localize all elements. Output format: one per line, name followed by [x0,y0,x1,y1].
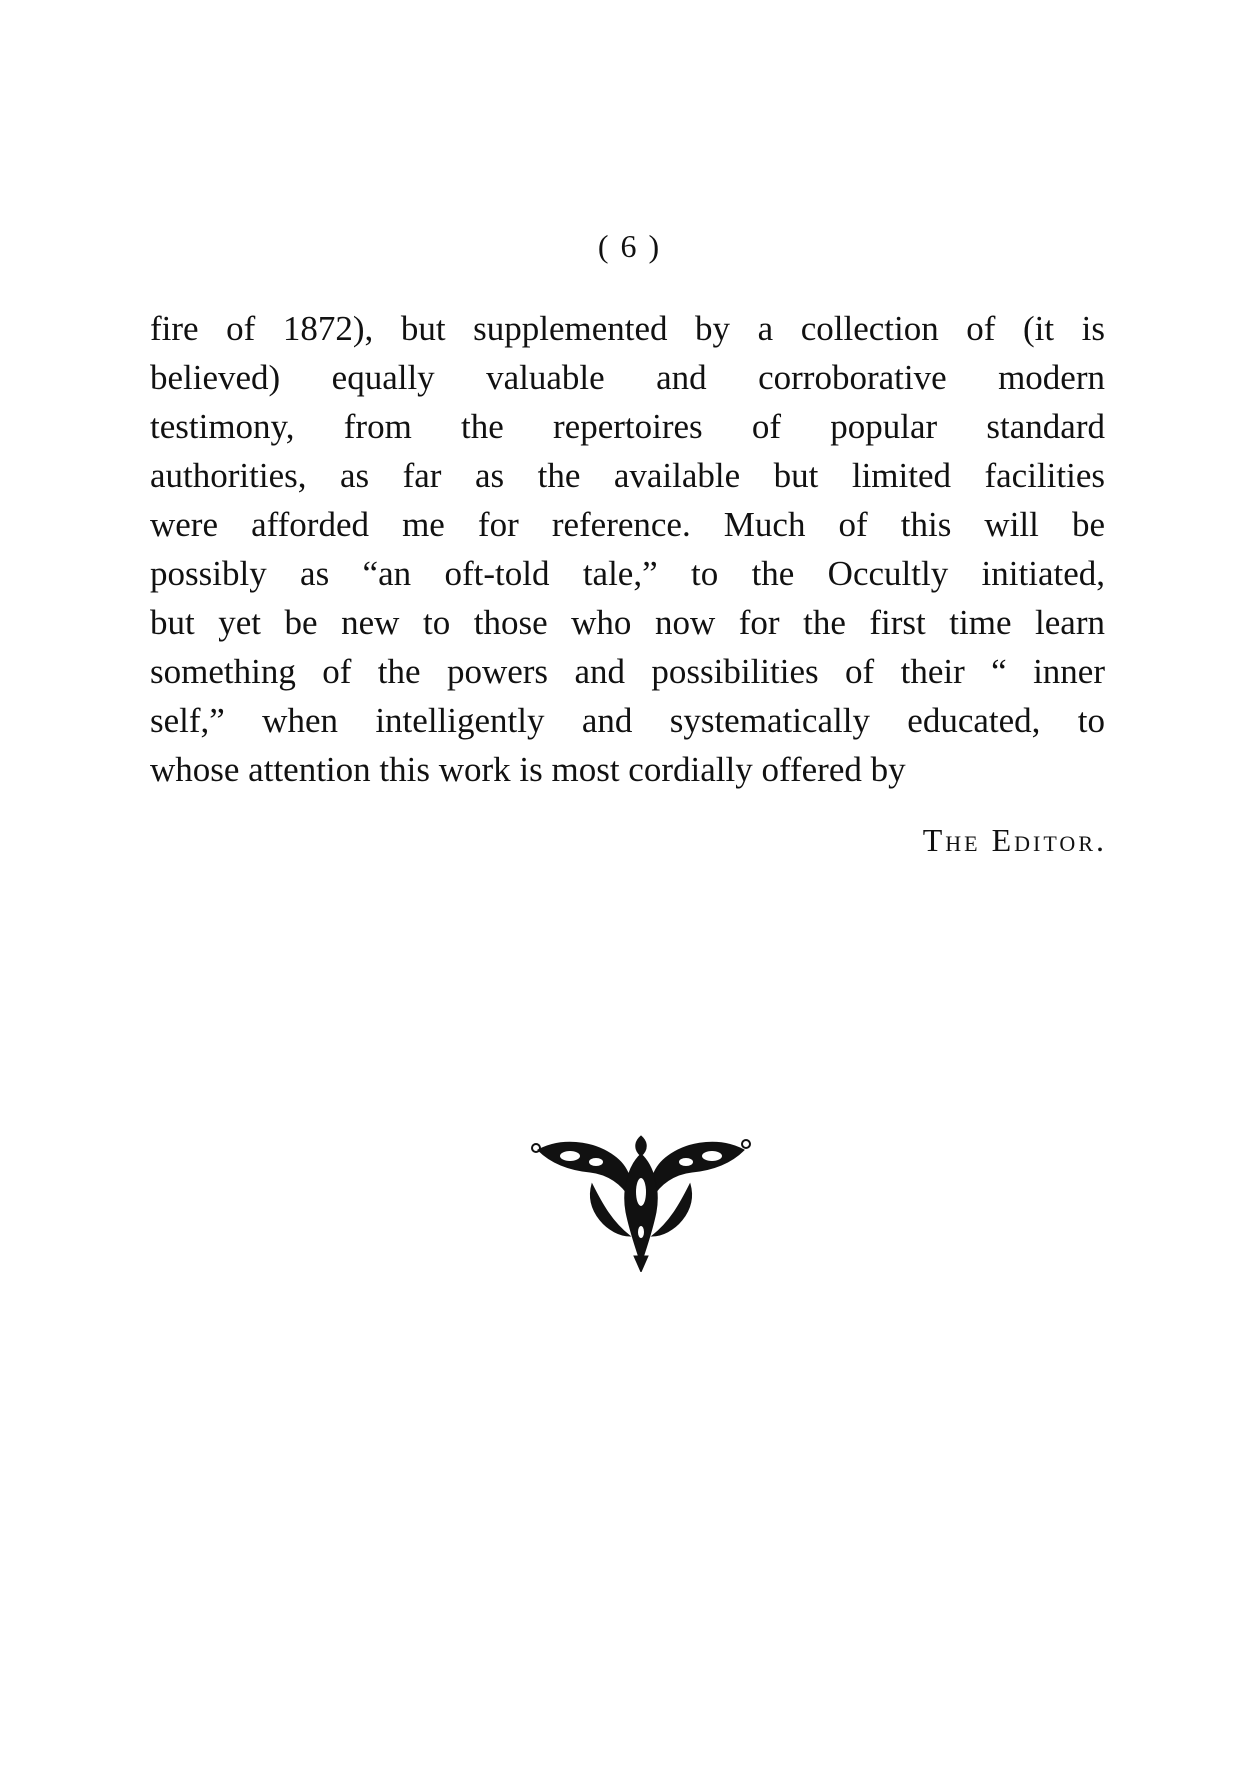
text-line: believed) equally valuable and corroborative modern [150,358,1105,397]
page-number: ( 6 ) [597,228,662,264]
text-line: self,” when intelligently and systematically educated, to [150,701,1105,740]
text-line: fire of 1872), but supplemented by a collection of (it is [150,309,1105,348]
text-line: testimony, from the repertoires of popular standard [150,407,1105,446]
text-line: whose attention this work is most cordially offered by [150,750,906,789]
text-line: but yet be new to those who now for the first time learn [150,603,1105,642]
floral-tailpiece-icon [530,1132,752,1272]
text-line: were afforded me for reference. Much of this will be [150,505,1105,544]
text-line: authorities, as far as the available but limited facilities [150,456,1105,495]
text-line: possibly as “an oft-told tale,” to the Occultly initiated, [150,554,1105,593]
text-line: something of the powers and possibilities of their “ inner [150,652,1105,691]
body-paragraph [150,304,1105,794]
editor-signature: The Editor. [922,822,1107,858]
